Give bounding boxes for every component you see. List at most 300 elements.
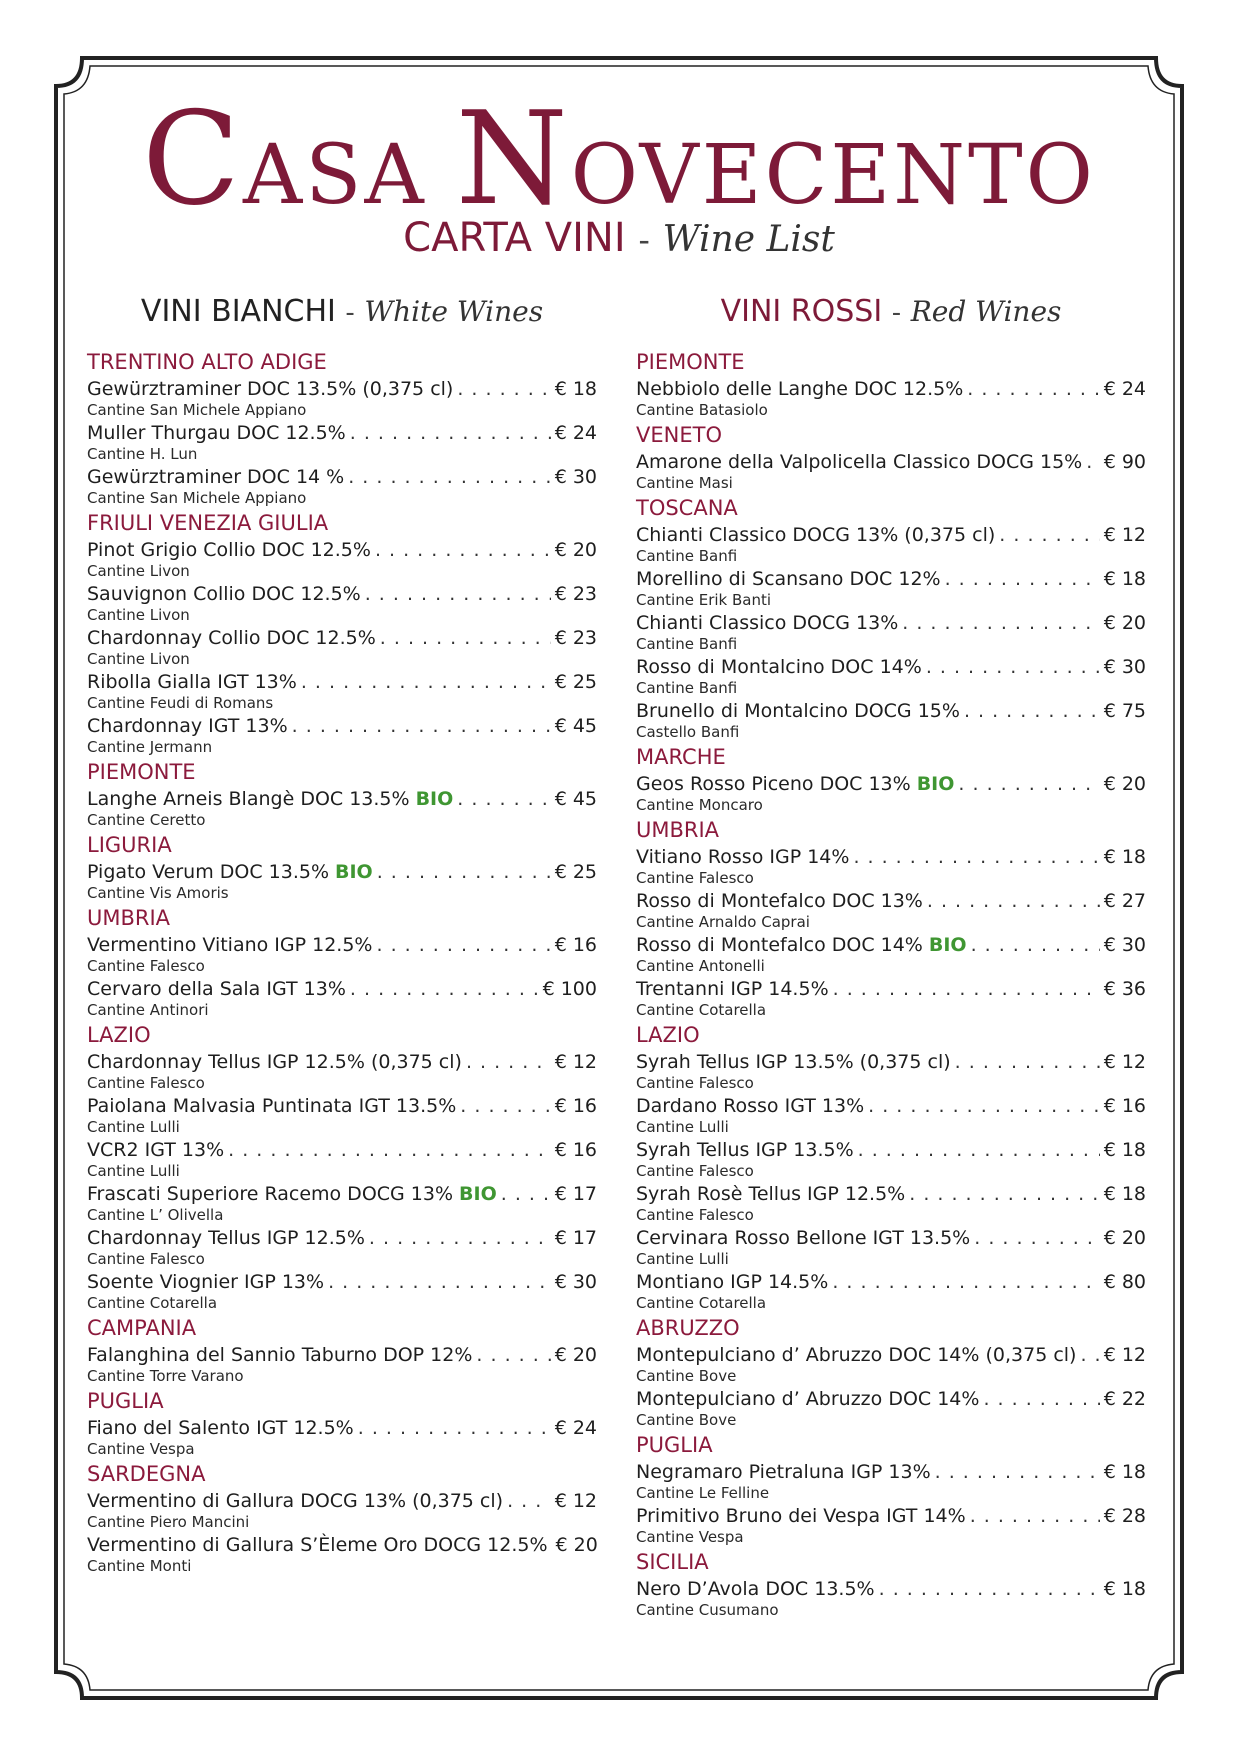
wine-name <box>87 1094 456 1119</box>
wine-producer: Cantine Batasiolo <box>636 401 768 419</box>
red-wine-list <box>636 350 1146 1619</box>
wine-price: € 12 <box>554 1051 597 1073</box>
wine-name-text: Gewürztraminer DOC 14 % <box>87 466 345 488</box>
wine-item <box>87 860 597 902</box>
wine-item <box>636 889 1146 931</box>
wine-line <box>87 860 597 885</box>
wine-producer: Cantine Falesco <box>636 1162 754 1180</box>
dot-leader <box>350 977 539 1002</box>
wine-item <box>636 845 1146 887</box>
region-heading: PIEMONTE <box>636 350 745 374</box>
wine-name-text: Chianti Classico DOCG 13% (0,375 cl) <box>636 524 996 546</box>
wine-name <box>636 567 941 592</box>
wine-line <box>87 1416 597 1441</box>
wine-price: € 18 <box>1103 1461 1146 1483</box>
wine-price: € 12 <box>1103 1051 1146 1073</box>
wine-producer: Cantine Moncaro <box>636 796 763 814</box>
wine-name <box>87 626 376 651</box>
wine-producer: Cantine Vis Amoris <box>87 884 229 902</box>
wine-name-text: Syrah Tellus IGP 13.5% <box>636 1139 854 1161</box>
wine-price: € 18 <box>1103 568 1146 590</box>
wine-item <box>636 933 1146 975</box>
wine-price: € 80 <box>1103 1271 1146 1293</box>
wine-producer: Cantine San Michele Appiano <box>87 489 307 507</box>
wine-name <box>87 714 288 739</box>
wine-item <box>636 699 1146 741</box>
wine-name <box>87 538 371 563</box>
wine-name-text: Montepulciano d’ Abruzzo DOC 14% <box>636 1388 980 1410</box>
region-heading: PIEMONTE <box>87 760 196 784</box>
wine-name <box>636 1504 966 1529</box>
wine-price: € 16 <box>554 934 597 956</box>
wine-producer: Castello Banfi <box>636 723 740 741</box>
wine-price: € 18 <box>1103 1139 1146 1161</box>
dot-leader <box>365 582 551 607</box>
wine-line <box>636 1343 1146 1368</box>
white-wine-list <box>87 350 597 1575</box>
wine-name <box>636 889 923 914</box>
subtitle-script: Wine List <box>662 219 835 260</box>
wine-name <box>87 860 373 885</box>
wine-producer: Cantine Vespa <box>636 1528 744 1546</box>
wine-price: € 30 <box>1103 934 1146 956</box>
wine-name <box>87 1138 224 1163</box>
wine-producer: Cantine Monti <box>87 1557 192 1575</box>
wine-price: € 20 <box>1103 1227 1146 1249</box>
wine-name <box>87 1270 324 1295</box>
wine-line <box>636 699 1146 724</box>
wine-line <box>636 1387 1146 1412</box>
bio-badge: BIO <box>459 1183 497 1205</box>
wine-price: € 20 <box>554 539 597 561</box>
wine-price: € 30 <box>554 466 597 488</box>
wine-line <box>636 889 1146 914</box>
wine-item <box>636 1226 1146 1268</box>
region-heading: PUGLIA <box>87 1389 164 1413</box>
wine-name-text: Trentanni IGP 14.5% <box>636 978 829 1000</box>
wine-price: € 28 <box>1103 1505 1146 1527</box>
dot-leader <box>375 538 551 563</box>
wine-line <box>87 377 597 402</box>
bio-badge: BIO <box>916 773 955 795</box>
wine-item <box>87 933 597 975</box>
wine-list-subtitle <box>0 214 1238 262</box>
wine-producer: Cantine Torre Varano <box>87 1367 244 1385</box>
region-heading: VENETO <box>636 423 722 447</box>
wine-name-text: Rosso di Montefalco DOC 14% <box>636 934 923 956</box>
wine-price: € 16 <box>554 1139 597 1161</box>
wine-name <box>87 933 372 958</box>
wine-item <box>87 421 597 463</box>
wine-name <box>87 1050 462 1075</box>
dot-leader <box>377 860 551 885</box>
wine-price: € 22 <box>1103 1388 1146 1410</box>
dot-leader <box>999 523 1099 548</box>
dot-leader <box>328 1270 551 1295</box>
wine-name-text: VCR2 IGT 13% <box>87 1139 225 1161</box>
wine-producer: Cantine Livon <box>87 606 190 624</box>
wine-producer: Cantine Jermann <box>87 738 213 756</box>
wine-producer: Cantine L’ Olivella <box>87 1206 224 1224</box>
dot-leader <box>292 714 551 739</box>
wine-name-text: Vermentino Vitiano IGP 12.5% <box>87 934 373 956</box>
wine-name-text: Paiolana Malvasia Puntinata IGT 13.5% <box>87 1095 457 1117</box>
wine-item <box>636 1504 1146 1546</box>
wine-line <box>636 1138 1146 1163</box>
wine-name-text: Pinot Grigio Collio DOC 12.5% <box>87 539 371 561</box>
wine-line <box>636 1226 1146 1251</box>
wine-name-text: Morellino di Scansano DOC 12% <box>636 568 941 590</box>
wine-line <box>87 626 597 651</box>
wine-item <box>636 1577 1146 1619</box>
wine-name <box>636 845 849 870</box>
wine-line <box>636 1094 1146 1119</box>
region-heading: UMBRIA <box>87 906 171 930</box>
wine-producer: Cantine Falesco <box>87 1074 205 1092</box>
dot-leader <box>369 1226 551 1251</box>
wine-line <box>87 1533 597 1558</box>
wine-item <box>636 1050 1146 1092</box>
white-heading-dash: - <box>345 298 355 328</box>
region-heading: SICILIA <box>636 1550 709 1574</box>
wine-item <box>636 377 1146 419</box>
dot-leader <box>228 1138 551 1163</box>
wine-producer: Cantine Lulli <box>636 1118 729 1136</box>
wine-item <box>87 582 597 624</box>
wine-line <box>87 1270 597 1295</box>
wine-line <box>87 538 597 563</box>
wine-line <box>636 567 1146 592</box>
wine-name <box>636 1270 828 1295</box>
wine-name <box>87 1533 548 1558</box>
wine-price: € 27 <box>1103 890 1146 912</box>
wine-name <box>87 582 361 607</box>
dot-leader <box>460 1094 550 1119</box>
wine-item <box>636 655 1146 697</box>
wine-producer: Cantine Ceretto <box>87 811 206 829</box>
wine-name-text: Montepulciano d’ Abruzzo DOC 14% (0,375 cl) <box>636 1344 1077 1366</box>
wine-price: € 18 <box>1103 1578 1146 1600</box>
dot-leader <box>376 933 550 958</box>
wine-item <box>636 1094 1146 1136</box>
dot-leader <box>832 1270 1099 1295</box>
red-wines-heading <box>636 292 1146 332</box>
wine-producer: Cantine Falesco <box>636 1074 754 1092</box>
wine-name-text: Pigato Verum DOC 13.5% <box>87 861 329 883</box>
wine-item <box>636 1138 1146 1180</box>
bio-badge: BIO <box>415 788 454 810</box>
wine-price: € 20 <box>1103 773 1146 795</box>
wine-item <box>87 377 597 419</box>
wine-line <box>87 977 597 1002</box>
wine-item <box>87 626 597 668</box>
wine-price: € 45 <box>554 788 597 810</box>
wine-name <box>87 1182 497 1207</box>
wine-name <box>636 699 960 724</box>
wine-item <box>87 714 597 756</box>
wine-producer: Cantine Falesco <box>87 1250 205 1268</box>
wine-name-text: Vermentino di Gallura DOCG 13% (0,375 cl) <box>87 1490 504 1512</box>
wine-producer: Cantine Arnaldo Caprai <box>636 913 810 931</box>
white-heading-script: White Wines <box>364 295 544 328</box>
wine-name <box>636 377 963 402</box>
wine-producer: Cantine Banfi <box>636 547 738 565</box>
wine-producer: Cantine San Michele Appiano <box>87 401 307 419</box>
wine-price: € 23 <box>554 627 597 649</box>
wine-name <box>87 1416 354 1441</box>
wine-line <box>636 1050 1146 1075</box>
wine-line <box>87 787 597 812</box>
wine-price: € 23 <box>554 583 597 605</box>
red-heading-script: Red Wines <box>910 295 1062 328</box>
wine-name-text: Frascati Superiore Racemo DOCG 13% <box>87 1183 454 1205</box>
wine-name <box>636 1226 970 1251</box>
region-heading: CAMPANIA <box>87 1316 197 1340</box>
dot-leader <box>833 977 1100 1002</box>
wine-name <box>636 977 829 1002</box>
dot-leader <box>466 1050 551 1075</box>
red-heading-dash: - <box>891 298 902 328</box>
wine-name <box>636 933 967 958</box>
wine-line <box>636 977 1146 1002</box>
wine-item <box>636 772 1146 814</box>
wine-price: € 90 <box>1103 451 1146 473</box>
dot-leader <box>970 1504 1100 1529</box>
wine-producer: Cantine Piero Mancini <box>87 1513 250 1531</box>
wine-name-text: Chardonnay Collio DOC 12.5% <box>87 627 376 649</box>
wine-item <box>636 977 1146 1019</box>
wine-producer: Cantine Livon <box>87 650 190 668</box>
dot-leader <box>358 1416 551 1441</box>
wine-line <box>636 933 1146 958</box>
wine-price: € 18 <box>1103 1183 1146 1205</box>
wine-line <box>636 1504 1146 1529</box>
wine-producer: Cantine Feudi di Romans <box>87 694 274 712</box>
wine-name-text: Fiano del Salento IGT 12.5% <box>87 1417 354 1439</box>
wine-name <box>636 772 954 797</box>
wine-line <box>87 465 597 490</box>
dot-leader <box>348 465 550 490</box>
wine-item <box>87 1182 597 1224</box>
wine-producer: Cantine Bove <box>636 1411 737 1429</box>
wine-name-text: Muller Thurgau DOC 12.5% <box>87 422 346 444</box>
bio-badge: BIO <box>928 934 967 956</box>
wine-line <box>636 1577 1146 1602</box>
wine-producer: Cantine Banfi <box>636 679 738 697</box>
wine-name <box>87 421 346 446</box>
white-heading-label: VINI BIANCHI <box>140 294 336 329</box>
wine-name-text: Syrah Rosè Tellus IGP 12.5% <box>636 1183 906 1205</box>
wine-producer: Cantine Erik Banti <box>636 591 772 609</box>
wine-price: € 20 <box>1103 612 1146 634</box>
wine-name <box>87 787 453 812</box>
wine-producer: Cantine Banfi <box>636 635 738 653</box>
wine-item <box>87 1094 597 1136</box>
wine-name <box>87 1343 472 1368</box>
wine-name-text: Chianti Classico DOCG 13% <box>636 612 899 634</box>
wine-item <box>636 1270 1146 1312</box>
region-heading: MARCHE <box>636 745 726 769</box>
wine-name-text: Gewürztraminer DOC 13.5% (0,375 cl) <box>87 378 454 400</box>
dot-leader <box>507 1489 551 1514</box>
wine-producer: Cantine Livon <box>87 562 190 580</box>
wine-price: € 18 <box>554 378 597 400</box>
wine-name <box>87 465 344 490</box>
wine-name <box>636 523 995 548</box>
wine-name <box>636 1050 951 1075</box>
wine-price: € 12 <box>554 1490 597 1512</box>
wine-price: € 16 <box>554 1095 597 1117</box>
dot-leader <box>457 787 550 812</box>
restaurant-title <box>0 85 1238 234</box>
wine-price: € 24 <box>554 422 597 444</box>
wine-name-text: Cervinara Rosso Bellone IGT 13.5% <box>636 1227 971 1249</box>
wine-producer: Cantine Cotarella <box>636 1001 767 1019</box>
bio-badge: BIO <box>335 861 373 883</box>
wine-price: € 45 <box>554 715 597 737</box>
red-heading-label: VINI ROSSI <box>720 294 883 329</box>
wine-item <box>87 977 597 1019</box>
wine-item <box>87 670 597 712</box>
dot-leader <box>1080 1343 1099 1368</box>
wine-price: € 17 <box>554 1183 597 1205</box>
wine-producer: Cantine Lulli <box>636 1250 729 1268</box>
wine-name <box>636 450 1082 475</box>
wine-price: € 75 <box>1103 700 1146 722</box>
dot-leader <box>935 1460 1100 1485</box>
wine-line <box>87 582 597 607</box>
wine-item <box>636 1387 1146 1429</box>
wine-price: € 100 <box>542 978 597 1000</box>
wine-name-text: Dardano Rosso IGT 13% <box>636 1095 865 1117</box>
wine-line <box>87 1489 597 1514</box>
dot-leader <box>967 377 1099 402</box>
wine-producer: Cantine Antinori <box>87 1001 209 1019</box>
subtitle-main: CARTA VINI <box>403 215 626 261</box>
wine-producer: Cantine Masi <box>636 474 733 492</box>
wine-name <box>87 377 453 402</box>
region-heading: PUGLIA <box>636 1433 713 1457</box>
wine-name-text: Vitiano Rosso IGP 14% <box>636 846 850 868</box>
wine-line <box>87 1050 597 1075</box>
wine-producer: Cantine Falesco <box>636 1206 754 1224</box>
white-wines-column <box>87 292 597 1575</box>
wine-item <box>636 523 1146 565</box>
dot-leader <box>971 933 1100 958</box>
wine-item <box>636 567 1146 609</box>
wine-name <box>87 1489 503 1514</box>
dot-leader <box>964 699 1100 724</box>
wine-name <box>87 1226 365 1251</box>
dot-leader <box>501 1182 551 1207</box>
wine-price: € 20 <box>554 1344 597 1366</box>
title-initial-1: C <box>142 85 244 234</box>
wine-name <box>636 1343 1076 1368</box>
wine-name-text: Nebbiolo delle Langhe DOC 12.5% <box>636 378 964 400</box>
wine-line <box>87 1138 597 1163</box>
wine-line <box>636 450 1146 475</box>
region-heading: TOSCANA <box>636 496 738 520</box>
wine-price: € 18 <box>1103 846 1146 868</box>
wine-price: € 30 <box>554 1271 597 1293</box>
dot-leader <box>853 845 1099 870</box>
wine-line <box>636 845 1146 870</box>
wine-line <box>636 377 1146 402</box>
wine-producer: Cantine Lulli <box>87 1162 180 1180</box>
wine-item <box>87 1343 597 1385</box>
wine-item <box>636 1343 1146 1385</box>
wine-item <box>87 465 597 507</box>
dot-leader <box>476 1343 550 1368</box>
dot-leader <box>974 1226 1099 1251</box>
wine-line <box>636 523 1146 548</box>
wine-name-text: Soente Viognier IGP 13% <box>87 1271 325 1293</box>
wine-item <box>87 1533 597 1575</box>
dot-leader <box>301 670 551 695</box>
wine-item <box>87 1416 597 1458</box>
wine-item <box>636 450 1146 492</box>
red-wines-column <box>636 292 1146 1619</box>
wine-name-text: Chardonnay Tellus IGP 12.5% <box>87 1227 365 1249</box>
wine-name <box>636 1460 931 1485</box>
dot-leader <box>902 611 1099 636</box>
title-initial-2: N <box>455 85 571 234</box>
dot-leader <box>879 1577 1100 1602</box>
white-wines-heading <box>87 292 597 332</box>
wine-line <box>636 655 1146 680</box>
wine-price: € 25 <box>554 861 597 883</box>
wine-name-text: Rosso di Montefalco DOC 13% <box>636 890 923 912</box>
wine-name-text: Negramaro Pietraluna IGP 13% <box>636 1461 931 1483</box>
dot-leader <box>945 567 1100 592</box>
region-heading: TRENTINO ALTO ADIGE <box>87 350 327 374</box>
title-rest-2: OVECENTO <box>570 128 1096 223</box>
dot-leader <box>1086 450 1099 475</box>
wine-producer: Cantine Falesco <box>636 869 754 887</box>
region-heading: LAZIO <box>636 1023 700 1047</box>
wine-item <box>87 787 597 829</box>
region-heading: FRIULI VENEZIA GIULIA <box>87 511 329 535</box>
wine-name-text: Chardonnay Tellus IGP 12.5% (0,375 cl) <box>87 1051 462 1073</box>
wine-name <box>636 655 922 680</box>
wine-price: € 24 <box>554 1417 597 1439</box>
wine-name-text: Nero D’Avola DOC 13.5% <box>636 1578 875 1600</box>
wine-name <box>87 977 346 1002</box>
wine-price: € 24 <box>1103 378 1146 400</box>
dot-leader <box>858 1138 1100 1163</box>
wine-producer: Cantine Vespa <box>87 1440 195 1458</box>
wine-name-text: Cervaro della Sala IGT 13% <box>87 978 346 1000</box>
dot-leader <box>955 1050 1100 1075</box>
wine-item <box>636 611 1146 653</box>
wine-price: € 30 <box>1103 656 1146 678</box>
wine-name <box>636 1094 864 1119</box>
title-rest-1: ASA <box>243 128 427 223</box>
region-heading: SARDEGNA <box>87 1462 206 1486</box>
wine-line <box>636 1460 1146 1485</box>
wine-name-text: Falanghina del Sannio Taburno DOP 12% <box>87 1344 473 1366</box>
wine-price: € 17 <box>554 1227 597 1249</box>
wine-line <box>636 1270 1146 1295</box>
wine-name-text: Chardonnay IGT 13% <box>87 715 288 737</box>
wine-name-text: Ribolla Gialla IGT 13% <box>87 671 297 693</box>
wine-name-text: Syrah Tellus IGP 13.5% (0,375 cl) <box>636 1051 951 1073</box>
wine-name-text: Rosso di Montalcino DOC 14% <box>636 656 922 678</box>
dot-leader <box>983 1387 1099 1412</box>
wine-item <box>87 1138 597 1180</box>
wine-producer: Cantine Lulli <box>87 1118 180 1136</box>
wine-name-text: Amarone della Valpolicella Classico DOCG 15% <box>636 451 1083 473</box>
